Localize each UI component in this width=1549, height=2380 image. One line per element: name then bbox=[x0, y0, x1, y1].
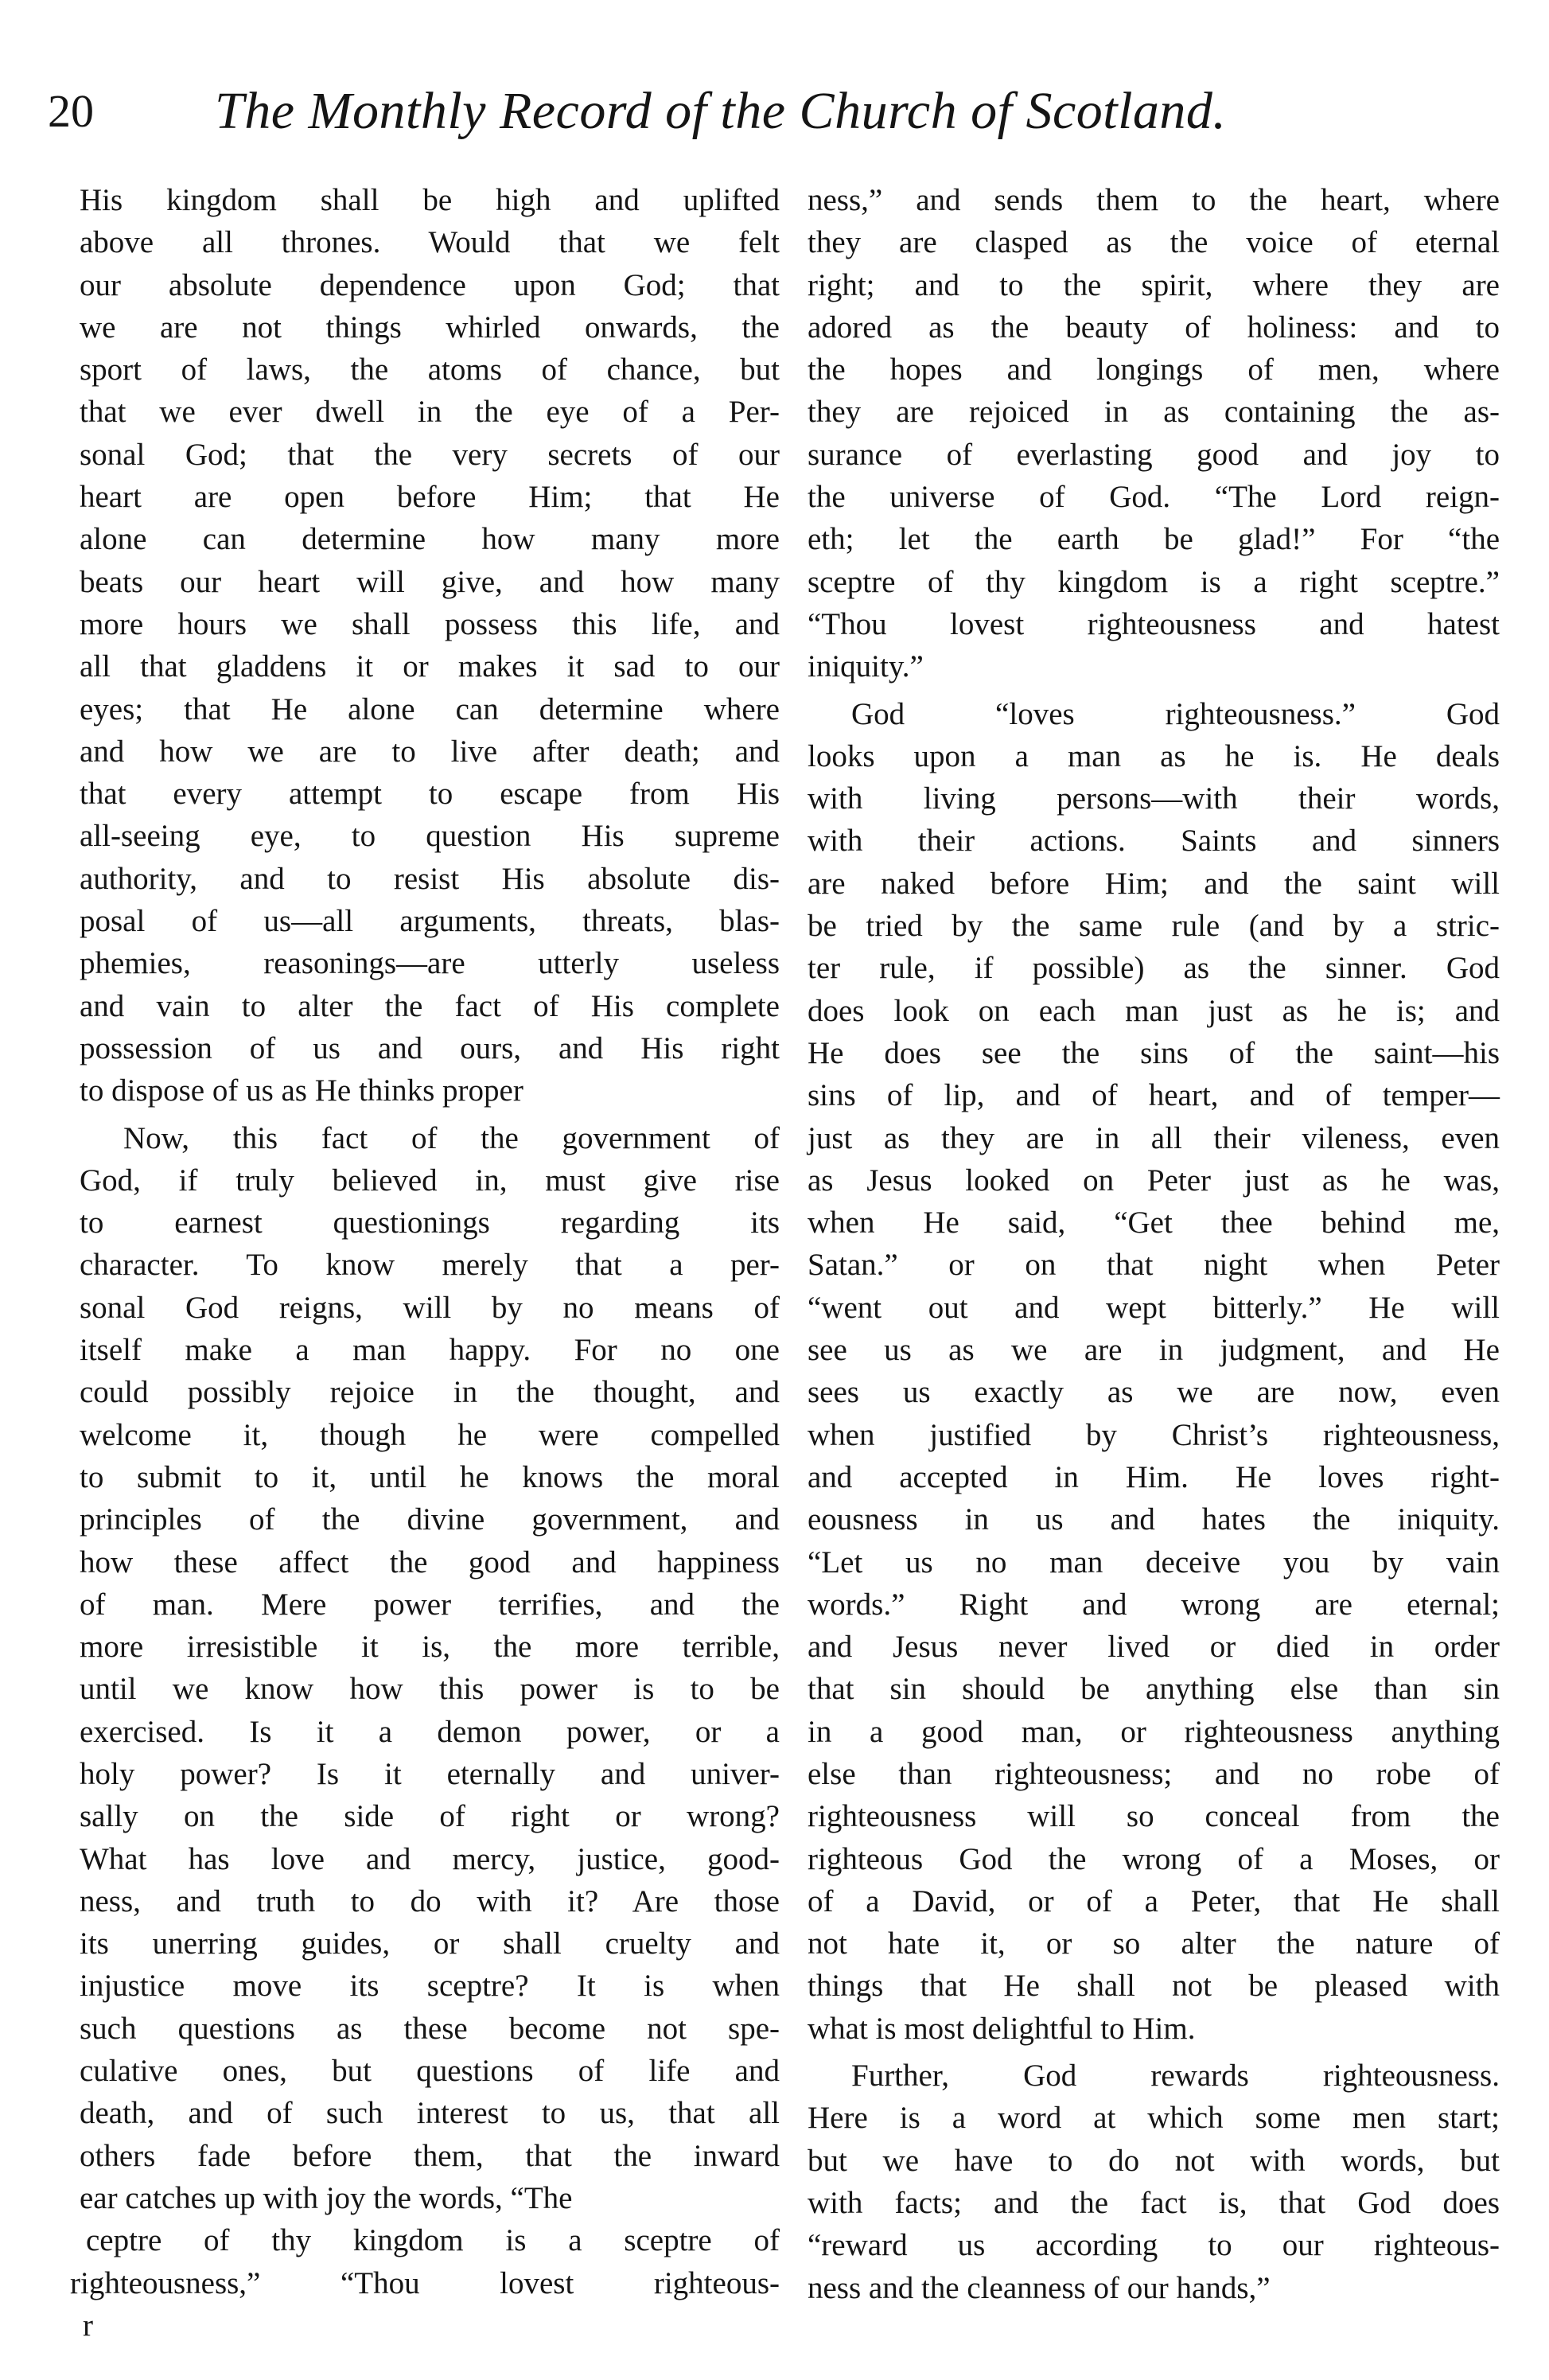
text-line: that sin should be anything else than sin bbox=[808, 1672, 1500, 1707]
right-column bbox=[808, 179, 1500, 2309]
text-line: “Thou lovest righteousness and hatest bbox=[808, 606, 1500, 641]
text-line: more hours we shall possess this life, and bbox=[80, 606, 780, 641]
text-line: and how we are to live after death; and bbox=[80, 734, 780, 769]
text-line: and accepted in Him. He loves right- bbox=[808, 1459, 1500, 1494]
text-line: Satan.” or on that night when Peter bbox=[808, 1248, 1500, 1283]
text-line: that every attempt to escape from His bbox=[80, 777, 780, 812]
text-line: with their actions. Saints and sinners bbox=[808, 824, 1500, 859]
text-line: sonal God; that the very secrets of our bbox=[80, 437, 780, 472]
text-line: righteous God the wrong of a Moses, or bbox=[808, 1841, 1500, 1876]
text-line: of man. Mere power terrifies, and the bbox=[80, 1587, 780, 1622]
text-line: phemies, reasonings—are utterly useless bbox=[80, 946, 780, 981]
text-line: God, if truly believed in, must give rise bbox=[80, 1163, 780, 1198]
text-line: they are rejoiced in as containing the as- bbox=[808, 395, 1500, 430]
text-line: eyes; that He alone can determine where bbox=[80, 691, 780, 726]
text-line: all that gladdens it or makes it sad to our bbox=[80, 649, 780, 684]
text-line: ter rule, if possible) as the sinner. God bbox=[808, 951, 1500, 986]
text-line: they are clasped as the voice of eternal bbox=[808, 225, 1500, 260]
text-line: sins of lip, and of heart, and of temper— bbox=[808, 1078, 1500, 1113]
text-line: with living persons—with their words, bbox=[808, 781, 1500, 816]
text-line: in a good man, or righteousness anything bbox=[808, 1714, 1500, 1749]
text-line: ness and the cleanness of our hands,” bbox=[808, 2270, 1271, 2305]
text-line: adored as the beauty of holiness: and to bbox=[808, 310, 1500, 345]
text-line: as Jesus looked on Peter just as he was, bbox=[808, 1163, 1500, 1198]
text-line: more irresistible it is, the more terrible, bbox=[80, 1630, 780, 1665]
text-line: beats our heart will give, and how many bbox=[80, 564, 780, 599]
text-line: how these affect the good and happiness bbox=[80, 1544, 780, 1580]
text-line: our absolute dependence upon God; that bbox=[80, 267, 780, 302]
text-line: What has love and mercy, justice, good- bbox=[80, 1841, 780, 1876]
text-line: right; and to the spirit, where they are bbox=[808, 267, 1500, 302]
text-line: alone can determine how many more bbox=[80, 522, 780, 557]
text-line: does look on each man just as he is; and bbox=[808, 993, 1500, 1028]
text-line: with facts; and the fact is, that God does bbox=[808, 2185, 1500, 2220]
text-line: possession of us and ours, and His right bbox=[80, 1030, 780, 1065]
text-line: eth; let the earth be glad!” For “the bbox=[808, 522, 1500, 557]
text-line: when He said, “Get thee behind me, bbox=[808, 1206, 1500, 1241]
text-line: injustice move its sceptre? It is when bbox=[80, 1969, 780, 2004]
text-line: its unerring guides, or shall cruelty and bbox=[80, 1926, 780, 1961]
text-line: until we know how this power is to be bbox=[80, 1672, 780, 1707]
text-line: ness, and truth to do with it? Are those bbox=[80, 1883, 780, 1918]
text-line: ear catches up with joy the words, “The bbox=[80, 2180, 573, 2215]
text-line: ness,” and sends them to the heart, where bbox=[808, 183, 1500, 217]
text-line: exercised. Is it a demon power, or a bbox=[80, 1714, 780, 1749]
text-line: of a David, or of a Peter, that He shall bbox=[808, 1883, 1500, 1918]
text-line: words.” Right and wrong are eternal; bbox=[808, 1587, 1500, 1622]
text-line: that we ever dwell in the eye of a Per- bbox=[80, 395, 780, 430]
text-line: eousness in us and hates the iniquity. bbox=[808, 1502, 1500, 1537]
text-line: sport of laws, the atoms of chance, but bbox=[80, 353, 780, 388]
text-line: His kingdom shall be high and uplifted bbox=[80, 183, 780, 217]
text-line: Here is a word at which some men start; bbox=[808, 2101, 1500, 2136]
text-line: what is most delightful to Him. bbox=[808, 2011, 1196, 2046]
text-line: posal of us—all arguments, threats, blas- bbox=[80, 904, 780, 939]
text-line: could possibly rejoice in the thought, and bbox=[80, 1375, 780, 1410]
text-line: principles of the divine government, and bbox=[80, 1502, 780, 1537]
text-line: sonal God reigns, will by no means of bbox=[80, 1290, 780, 1325]
page-number: 20 bbox=[48, 85, 94, 137]
text-line: sally on the side of right or wrong? bbox=[80, 1799, 780, 1834]
text-line: looks upon a man as he is. He deals bbox=[808, 738, 1500, 773]
text-line: else than righteousness; and no robe of bbox=[808, 1756, 1500, 1791]
text-line: the universe of God. “The Lord reign- bbox=[808, 480, 1500, 515]
text-line: others fade before them, that the inward bbox=[80, 2138, 780, 2173]
page-header bbox=[48, 80, 1504, 151]
running-title: The Monthly Record of the Church of Scotland. bbox=[215, 82, 1227, 140]
left-column bbox=[70, 179, 780, 2347]
text-line: “reward us according to our righteous- bbox=[808, 2228, 1500, 2263]
text-line: welcome it, though he were compelled bbox=[80, 1417, 780, 1452]
text-line: and vain to alter the fact of His complete bbox=[80, 988, 780, 1023]
text-line: but we have to do not with words, but bbox=[808, 2143, 1500, 2178]
text-line: He does see the sins of the saint—his bbox=[808, 1035, 1500, 1070]
text-line: character. To know merely that a per- bbox=[80, 1248, 780, 1283]
text-line: not hate it, or so alter the nature of bbox=[808, 1926, 1500, 1961]
text-line: see us as we are in judgment, and He bbox=[808, 1333, 1500, 1368]
text-line: ceptre of thy kingdom is a sceptre of bbox=[86, 2223, 780, 2258]
text-line: surance of everlasting good and joy to bbox=[808, 437, 1500, 472]
text-line: we are not things whirled onwards, the bbox=[80, 310, 780, 345]
text-line: are naked before Him; and the saint will bbox=[808, 866, 1500, 901]
text-line: sees us exactly as we are now, even bbox=[808, 1375, 1500, 1410]
text-line: Now, this fact of the government of bbox=[123, 1120, 780, 1155]
text-line: sceptre of thy kingdom is a right sceptre.” bbox=[808, 564, 1500, 599]
text-line: such questions as these become not spe- bbox=[80, 2011, 780, 2046]
text-line: to dispose of us as He thinks proper bbox=[80, 1073, 523, 1108]
text-line: God “loves righteousness.” God bbox=[851, 696, 1500, 731]
text-line: heart are open before Him; that He bbox=[80, 480, 780, 515]
text-line: and Jesus never lived or died in order bbox=[808, 1630, 1500, 1665]
text-line: death, and of such interest to us, that all bbox=[80, 2096, 780, 2131]
text-line: holy power? Is it eternally and univer- bbox=[80, 1756, 780, 1791]
text-line: when justified by Christ’s righteousness, bbox=[808, 1417, 1500, 1452]
text-line: be tried by the same rule (and by a stric- bbox=[808, 909, 1500, 944]
text-line: r bbox=[83, 2308, 93, 2343]
text-line: things that He shall not be pleased with bbox=[808, 1969, 1500, 2004]
text-line: just as they are in all their vileness, even bbox=[808, 1120, 1500, 1155]
text-line: to earnest questionings regarding its bbox=[80, 1206, 780, 1241]
text-line: authority, and to resist His absolute dis- bbox=[80, 861, 780, 896]
text-line: righteousness,” “Thou lovest righteous- bbox=[70, 2265, 780, 2300]
text-line: itself make a man happy. For no one bbox=[80, 1333, 780, 1368]
text-line: culative ones, but questions of life and bbox=[80, 2054, 780, 2089]
text-line: above all thrones. Would that we felt bbox=[80, 225, 780, 260]
text-line: righteousness will so conceal from the bbox=[808, 1799, 1500, 1834]
text-line: the hopes and longings of men, where bbox=[808, 353, 1500, 388]
text-line: “Let us no man deceive you by vain bbox=[808, 1544, 1500, 1580]
text-line: “went out and wept bitterly.” He will bbox=[808, 1290, 1500, 1325]
text-line: iniquity.” bbox=[808, 649, 924, 684]
text-line: all-seeing eye, to question His supreme bbox=[80, 819, 780, 854]
text-line: Further, God rewards righteousness. bbox=[851, 2059, 1500, 2094]
text-line: to submit to it, until he knows the moral bbox=[80, 1459, 780, 1494]
